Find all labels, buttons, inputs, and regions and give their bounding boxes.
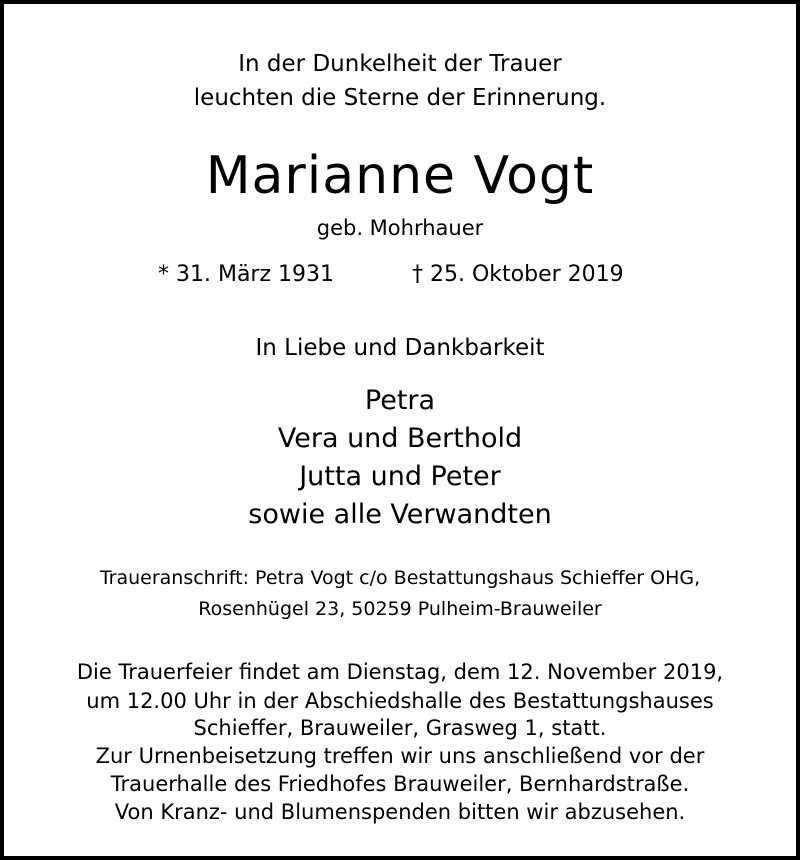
- funeral-info-line: Von Kranz- und Blumenspenden bitten wir abzusehen.: [114, 800, 686, 824]
- funeral-info-line: Schieffer, Brauweiler, Grasweg 1, statt.: [193, 716, 607, 740]
- mourner-line: Jutta und Peter: [299, 461, 501, 492]
- funeral-info-line: Trauerhalle des Friedhofes Brauweiler, Bernhardstraße.: [110, 772, 690, 796]
- address-line-1: Traueranschrift: Petra Vogt c/o Bestattungshaus Schieffer OHG,: [99, 567, 701, 589]
- motto-line-1: In der Dunkelheit der Trauer: [238, 51, 562, 77]
- deceased-name: Marianne Vogt: [205, 146, 595, 206]
- funeral-info-line: um 12.00 Uhr in der Abschiedshalle des Bestattungshauses: [86, 689, 714, 713]
- funeral-info-line: Zur Urnenbeisetzung treffen wir uns anschließend vor der: [95, 744, 705, 768]
- motto-line-2: leuchten die Sterne der Erinnerung.: [193, 85, 607, 111]
- mourner-line: Petra: [364, 385, 436, 416]
- funeral-info-line: Die Trauerfeier findet am Dienstag, dem 12. November 2019,: [76, 660, 724, 684]
- birth-date: * 31. März 1931: [158, 262, 335, 287]
- mourner-line: Vera und Berthold: [277, 423, 523, 454]
- address-line-2: Rosenhügel 23, 50259 Pulheim-Brauweiler: [198, 598, 602, 620]
- death-date: † 25. Oktober 2019: [412, 262, 624, 287]
- maiden-name: geb. Mohrhauer: [316, 216, 484, 240]
- gratitude-line: In Liebe und Dankbarkeit: [255, 335, 545, 361]
- mourner-line: sowie alle Verwandten: [248, 499, 552, 530]
